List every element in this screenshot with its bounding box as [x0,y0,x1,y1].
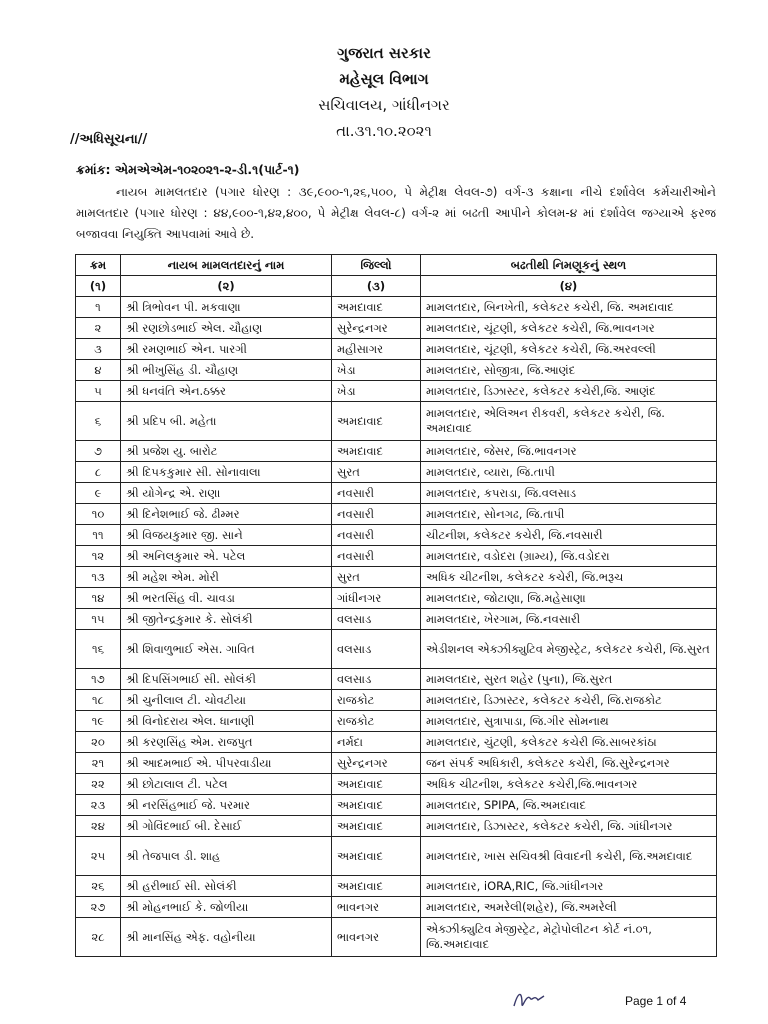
row-serial: ૫ [76,381,121,402]
row-district: નવસારી [332,546,421,567]
row-place: મામલતદાર, જોટાણા, જિ.મહેસાણા [421,588,717,609]
govt-title: ગુજરાત સરકાર [337,44,431,62]
header-name: નાયબ મામલતદારનું નામ [121,255,332,276]
table-row [76,318,717,339]
header-district: જિલ્લો [332,255,421,276]
table-row [76,690,717,711]
office-address: સચિવાલય, ગાંધીનગર [318,96,450,114]
department-title: મહેસૂલ વિભાગ [339,70,429,88]
row-district: અમદાવાદ [332,441,421,462]
col-number-2: (૨) [121,276,332,297]
row-district: ખેડા [332,360,421,381]
row-name: શ્રી દિપકકુમાર સી. સોનાવાલા [121,462,332,483]
row-place: મામલતદાર, ચૂંટણી, કલેકટર કચેરી, જિ.અરવલ્લી [421,339,717,360]
table-row [76,297,717,318]
row-name: શ્રી ભરતસિંહ વી. ચાવડા [121,588,332,609]
table-row [76,711,717,732]
row-district: ખેડા [332,381,421,402]
promotion-table [75,254,717,957]
row-place: મામલતદાર, iORA,RIC, જિ.ગાંધીનગર [421,876,717,897]
row-district: ગાંધીનગર [332,588,421,609]
row-name: શ્રી ચુનીલાલ ટી. ચોવટીયા [121,690,332,711]
row-district: ભાવનગર [332,897,421,918]
table-row [76,837,717,876]
row-serial: ૮ [76,462,121,483]
row-serial: ૨૫ [76,837,121,876]
table-row [76,795,717,816]
row-place: મામલતદાર, સોજીત્રા, જિ.આણંદ [421,360,717,381]
row-place: મામલતદાર, સોનગઢ, જિ.તાપી [421,504,717,525]
row-place: મામલતદાર, SPIPA, જિ.અમદાવાદ [421,795,717,816]
row-name: શ્રી રણછોડભાઈ એલ. ચૌહાણ [121,318,332,339]
row-serial: ૧૨ [76,546,121,567]
row-district: રાજકોટ [332,711,421,732]
row-serial: ૧૦ [76,504,121,525]
row-serial: ૨૮ [76,918,121,957]
row-name: શ્રી મોહનભાઈ કે. જોળીયા [121,897,332,918]
reference-number: ક્રમાંક: એમએએમ-૧૦૨૦૨૧-૨-ડી.૧(પાર્ટ-૧) [76,162,300,177]
row-name: શ્રી દિનેશભાઈ જે. ઢીમ્મર [121,504,332,525]
row-place: મામલતદાર, અમરેલી(શહેર), જિ.અમરેલી [421,897,717,918]
row-district: નવસારી [332,483,421,504]
row-serial: ૬ [76,402,121,441]
col-number-3: (૩) [332,276,421,297]
table-row [76,441,717,462]
row-name: શ્રી ગોવિંદભાઈ બી. દેસાઈ [121,816,332,837]
row-name: શ્રી પ્રજેશ યુ. બારોટ [121,441,332,462]
row-place: મામલતદાર, ડિઝાસ્ટર, કલેકટર કચેરી, જિ.રાજકોટ [421,690,717,711]
row-place: મામલતદાર, કપરાડા, જિ.વલસાડ [421,483,717,504]
row-place: મામલતદાર, ખાસ સચિવશ્રી વિવાદની કચેરી, જિ.અમદાવાદ [421,837,717,876]
table-row [76,504,717,525]
row-place: મામલતદાર, ખેરગામ, જિ.નવસારી [421,609,717,630]
row-district: રાજકોટ [332,690,421,711]
table-header-row [76,255,717,276]
row-place: મામલતદાર, ડિઝાસ્ટર, કલેકટર કચેરી, જિ. ગાંધીનગર [421,816,717,837]
table-row [76,360,717,381]
row-serial: ૧૩ [76,567,121,588]
row-name: શ્રી છોટાલાલ ટી. પટેલ [121,774,332,795]
row-serial: ૧૯ [76,711,121,732]
row-district: અમદાવાદ [332,402,421,441]
row-name: શ્રી માનસિંહ એફ. વહોનીયા [121,918,332,957]
row-serial: ૨૨ [76,774,121,795]
row-district: નવસારી [332,504,421,525]
row-name: શ્રી હરીભાઈ સી. સોલંકી [121,876,332,897]
row-serial: ૧૧ [76,525,121,546]
intro-text: નાયબ મામલતદાર (પગાર ધોરણ : ૩૯,૯૦૦-૧,૨૬,૫૦૦, પે મેટ્રીક્ષ લેવલ-૭) વર્ગ-૩ કક્ષાના નીચે દર્શાવેલ કર્મચારીઓને મામલતદાર (પગાર ધોરણ : ૪૪,૯૦૦-૧,૪૨,૪૦૦, પે મેટ્રીક્ષ લેવલ-૮) વર્ગ-૨ માં બઢતી આપીને કોલમ-૪ માં દર્શાવેલ જગ્યાએ ફરજ બજાવવા નિયુક્તિ આપવામાં આવે છે. [76,185,716,241]
row-district: અમદાવાદ [332,774,421,795]
row-name: શ્રી મહેશ એમ. મોરી [121,567,332,588]
row-place: મામલતદાર, બિનખેતી, કલેકટર કચેરી, જિ. અમદાવાદ [421,297,717,318]
table-row [76,609,717,630]
header-place: બઢતીથી નિમણૂકનું સ્થળ [421,255,717,276]
table-row [76,897,717,918]
row-place: એક્ઝીક્યુટિવ મેજીસ્ટ્રેટ, મેટ્રોપોલીટન કોર્ટ નં.૦૧, જિ.અમદાવાદ [421,918,717,957]
table-row [76,918,717,957]
document-date: તા.૩૧.૧૦.૨૦૨૧ [336,122,432,140]
table-column-number-row [76,276,717,297]
row-serial: ૨ [76,318,121,339]
row-serial: ૭ [76,441,121,462]
row-place: અધિક ચીટનીશ, કલેકટર કચેરી, જિ.ભરૂચ [421,567,717,588]
row-district: અમદાવાદ [332,837,421,876]
document-header [0,40,768,144]
signature-mark [510,984,550,1014]
row-serial: ૧૭ [76,669,121,690]
table-row [76,630,717,669]
col-number-1: (૧) [76,276,121,297]
row-serial: ૧ [76,297,121,318]
table-row [76,774,717,795]
row-place: મામલતદાર, જેસર, જિ.ભાવનગર [421,441,717,462]
row-name: શ્રી વિનોદરાય એલ. ધાનાણી [121,711,332,732]
row-name: શ્રી દિપસિંગભાઈ સી. સોલંકી [121,669,332,690]
row-district: સુરેન્દ્રનગર [332,318,421,339]
row-place: ચીટનીશ, કલેકટર કચેરી, જિ.નવસારી [421,525,717,546]
table-row [76,669,717,690]
row-name: શ્રી જીતેન્દ્રકુમાર કે. સોલંકી [121,609,332,630]
table-row [76,753,717,774]
table-row [76,462,717,483]
col-number-4: (૪) [421,276,717,297]
table-row [76,339,717,360]
row-place: જન સંપર્ક અધિકારી, કલેકટર કચેરી, જિ.સુરેન્દ્રનગર [421,753,717,774]
row-name: શ્રી યોગેન્દ્ર એ. રાણા [121,483,332,504]
row-district: અમદાવાદ [332,795,421,816]
table-row [76,525,717,546]
row-serial: ૧૪ [76,588,121,609]
table-row [76,567,717,588]
row-district: નર્મદા [332,732,421,753]
row-serial: ૪ [76,360,121,381]
table-row [76,816,717,837]
table-body [76,297,717,957]
row-district: નવસારી [332,525,421,546]
table-row [76,381,717,402]
row-district: વલસાડ [332,669,421,690]
table-row [76,483,717,504]
row-serial: ૨૩ [76,795,121,816]
row-place: મામલતદાર, ચુંટણી, કલેકટર કચેરી જિ.સાબરકાંઠા [421,732,717,753]
row-place: મામલતદાર, ચૂંટણી, કલેકટર કચેરી, જિ.ભાવનગર [421,318,717,339]
row-name: શ્રી ભીખુસિંહ ડી. ચૌહાણ [121,360,332,381]
row-name: શ્રી શિવાળુભાઈ એસ. ગાવિત [121,630,332,669]
row-serial: ૨૭ [76,897,121,918]
row-name: શ્રી વિજયકુમાર જી. સાને [121,525,332,546]
row-district: વલસાડ [332,609,421,630]
row-name: શ્રી રમણભાઈ એન. પારગી [121,339,332,360]
table-row [76,732,717,753]
row-serial: ૨૪ [76,816,121,837]
table-row [76,876,717,897]
row-serial: ૩ [76,339,121,360]
row-district: સુરત [332,567,421,588]
row-name: શ્રી તેજપાલ ડી. શાહ [121,837,332,876]
row-place: મામલતદાર, વ્યારા, જિ.તાપી [421,462,717,483]
row-place: મામલતદાર, ડિઝાસ્ટર, કલેકટર કચેરી,જિ. આણંદ [421,381,717,402]
row-place: અધિક ચીટનીશ, કલેકટર કચેરી,જિ.ભાવનગર [421,774,717,795]
row-district: સુરેન્દ્રનગર [332,753,421,774]
intro-paragraph [76,182,716,245]
row-serial: ૨૧ [76,753,121,774]
row-place: એડીશનલ એક્ઝીક્યુટિવ મેજીસ્ટ્રેટ, કલેકટર કચેરી, જિ.સુરત [421,630,717,669]
row-district: મહીસાગર [332,339,421,360]
row-serial: ૧૫ [76,609,121,630]
row-name: શ્રી અનિલકુમાર એ. પટેલ [121,546,332,567]
row-name: શ્રી નરસિંહભાઈ જે. પરમાર [121,795,332,816]
row-serial: ૧૬ [76,630,121,669]
row-serial: ૧૮ [76,690,121,711]
row-district: અમદાવાદ [332,816,421,837]
row-name: શ્રી ત્રિભોવન પી. મકવાણા [121,297,332,318]
row-name: શ્રી કરણસિંહ એમ. રાજપુત [121,732,332,753]
row-place: મામલતદાર, વડોદરા (ગ્રામ્ય), જિ.વડોદરા [421,546,717,567]
page-number: Page 1 of 4 [625,994,687,1008]
table-row [76,588,717,609]
row-serial: ૨૬ [76,876,121,897]
row-place: મામલતદાર, એલિઅન રીકવરી, કલેકટર કચેરી, જિ. અમદાવાદ [421,402,717,441]
row-name: શ્રી ધનવંતિ એન.ઠક્કર [121,381,332,402]
table-row [76,546,717,567]
row-serial: ૨૦ [76,732,121,753]
table-row [76,402,717,441]
row-name: શ્રી પ્રદિપ બી. મહેતા [121,402,332,441]
header-serial: ક્રમ [76,255,121,276]
row-district: વલસાડ [332,630,421,669]
row-place: મામલતદાર, સુરત શહેર (પુના), જિ.સુરત [421,669,717,690]
row-serial: ૯ [76,483,121,504]
row-place: મામલતદાર, સુત્રાપાડા, જિ.ગીર સોમનાથ [421,711,717,732]
notice-label: //અધિસૂચના// [70,132,148,147]
row-district: સુરત [332,462,421,483]
row-district: અમદાવાદ [332,876,421,897]
row-name: શ્રી આદમભાઈ એ. પીપરવાડીયા [121,753,332,774]
row-district: ભાવનગર [332,918,421,957]
row-district: અમદાવાદ [332,297,421,318]
